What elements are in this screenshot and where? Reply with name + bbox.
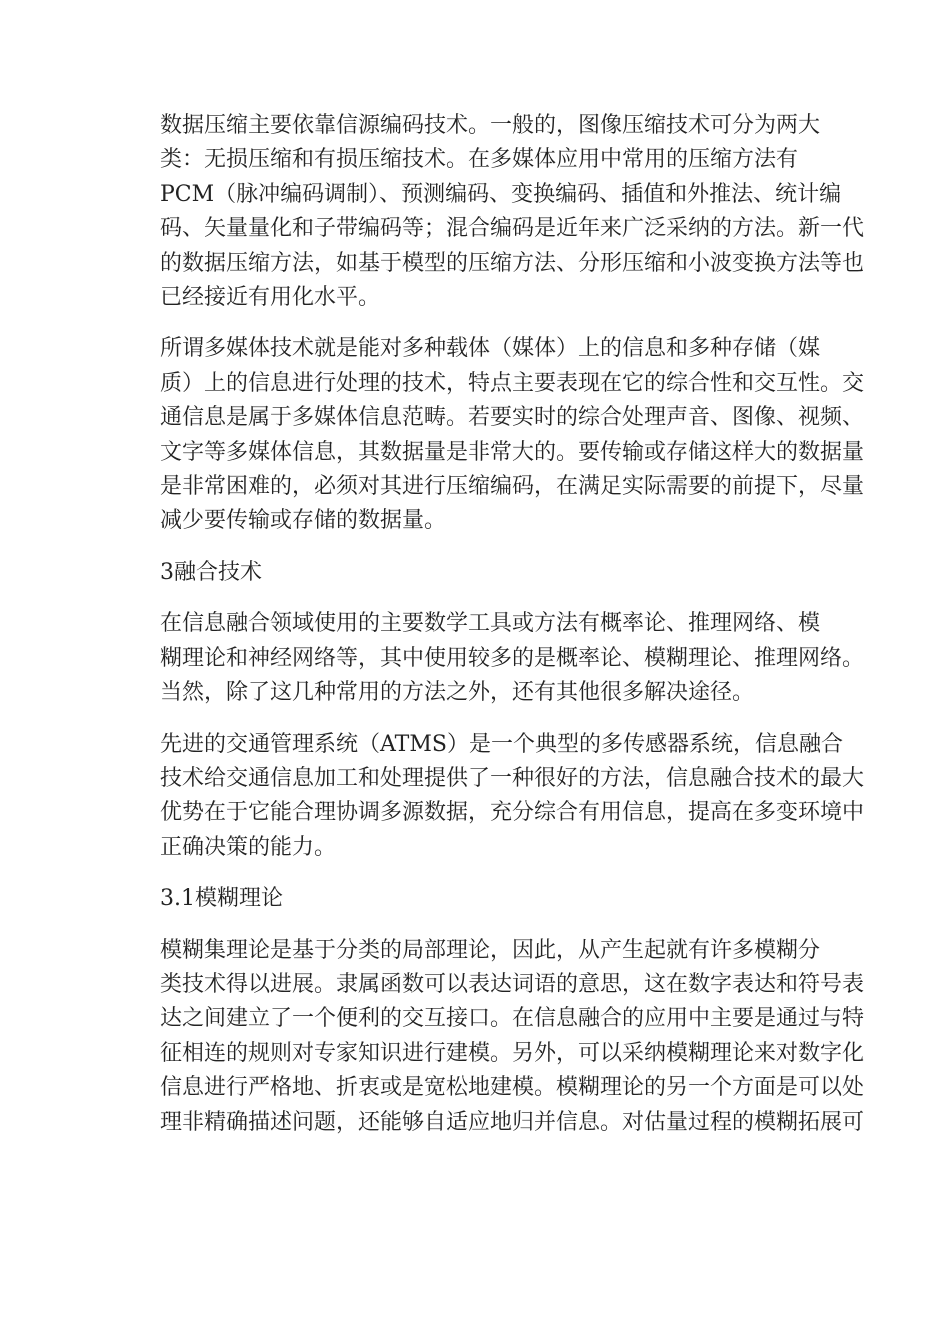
text-line: 质）上的信息进行处理的技术，特点主要表现在它的综合性和交互性。交 (160, 370, 865, 396)
text-line: 信息进行严格地、折衷或是宽松地建模。模糊理论的另一个方面是可以处 (160, 1075, 865, 1101)
text-line: 理非精确描述问题，还能够自适应地归并信息。对估量过程的模糊拓展可 (160, 1109, 865, 1135)
text-line: 码、矢量量化和子带编码等；混合编码是近年来广泛采纳的方法。新一代 (160, 216, 865, 242)
paragraph-fusion-tools (116, 607, 865, 710)
text-line: 类：无损压缩和有损压缩技术。在多媒体应用中常用的压缩方法有 (160, 147, 799, 173)
text-line: 是非常困难的，必须对其进行压缩编码，在满足实际需要的前提下，尽量 (160, 474, 865, 500)
text-line: 正确决策的能力。 (160, 834, 337, 860)
section-heading-fuzzy-theory: 3.1模糊理论 (160, 886, 283, 912)
text-line: 先进的交通管理系统（ATMS）是一个典型的多传感器系统，信息融合 (160, 731, 843, 757)
text-line: 优势在于它能合理协调多源数据，充分综合有用信息，提高在多变环境中 (160, 800, 865, 826)
text-line: 技术给交通信息加工和处理提供了一种很好的方法，信息融合技术的最大 (160, 765, 865, 791)
paragraph-atms (116, 728, 865, 866)
paragraph-fuzzy-theory (116, 934, 865, 1140)
text-line: 已经接近有用化水平。 (160, 285, 381, 311)
text-line: 达之间建立了一个便利的交互接口。在信息融合的应用中主要是通过与特 (160, 1006, 865, 1032)
text-line: 在信息融合领域使用的主要数学工具或方法有概率论、推理网络、模 (160, 611, 821, 637)
text-line: 模糊集理论是基于分类的局部理论，因此，从产生起就有许多模糊分 (160, 937, 821, 963)
text-line: 当然，除了这几种常用的方法之外，还有其他很多解决途径。 (160, 680, 755, 706)
text-line: 数据压缩主要依靠信源编码技术。一般的，图像压缩技术可分为两大 (160, 113, 821, 138)
section-heading-fusion: 3融合技术 (160, 559, 262, 585)
text-line: 文字等多媒体信息，其数据量是非常大的。要传输或存储这样大的数据量 (160, 439, 865, 465)
text-line: 所谓多媒体技术就是能对多种载体（媒体）上的信息和多种存储（媒 (160, 336, 821, 362)
text-line: 征相连的规则对专家知识进行建模。另外，可以采纳模糊理论来对数字化 (160, 1040, 865, 1066)
paragraph-data-compression (116, 109, 865, 315)
text-line: 减少要传输或存储的数据量。 (160, 508, 447, 534)
text-line: 的数据压缩方法，如基于模型的压缩方法、分形压缩和小波变换方法等也 (160, 250, 865, 276)
paragraph-multimedia (116, 332, 865, 538)
text-line: 糊理论和神经网络等，其中使用较多的是概率论、模糊理论、推理网络。 (160, 645, 865, 671)
text-line: PCM（脉冲编码调制）、预测编码、变换编码、插值和外推法、统计编 (160, 181, 842, 207)
document-body (116, 109, 865, 1157)
text-line: 通信息是属于多媒体信息范畴。若要实时的综合处理声音、图像、视频、 (160, 405, 865, 431)
text-line: 类技术得以进展。隶属函数可以表达词语的意思，这在数字表达和符号表 (160, 971, 865, 997)
